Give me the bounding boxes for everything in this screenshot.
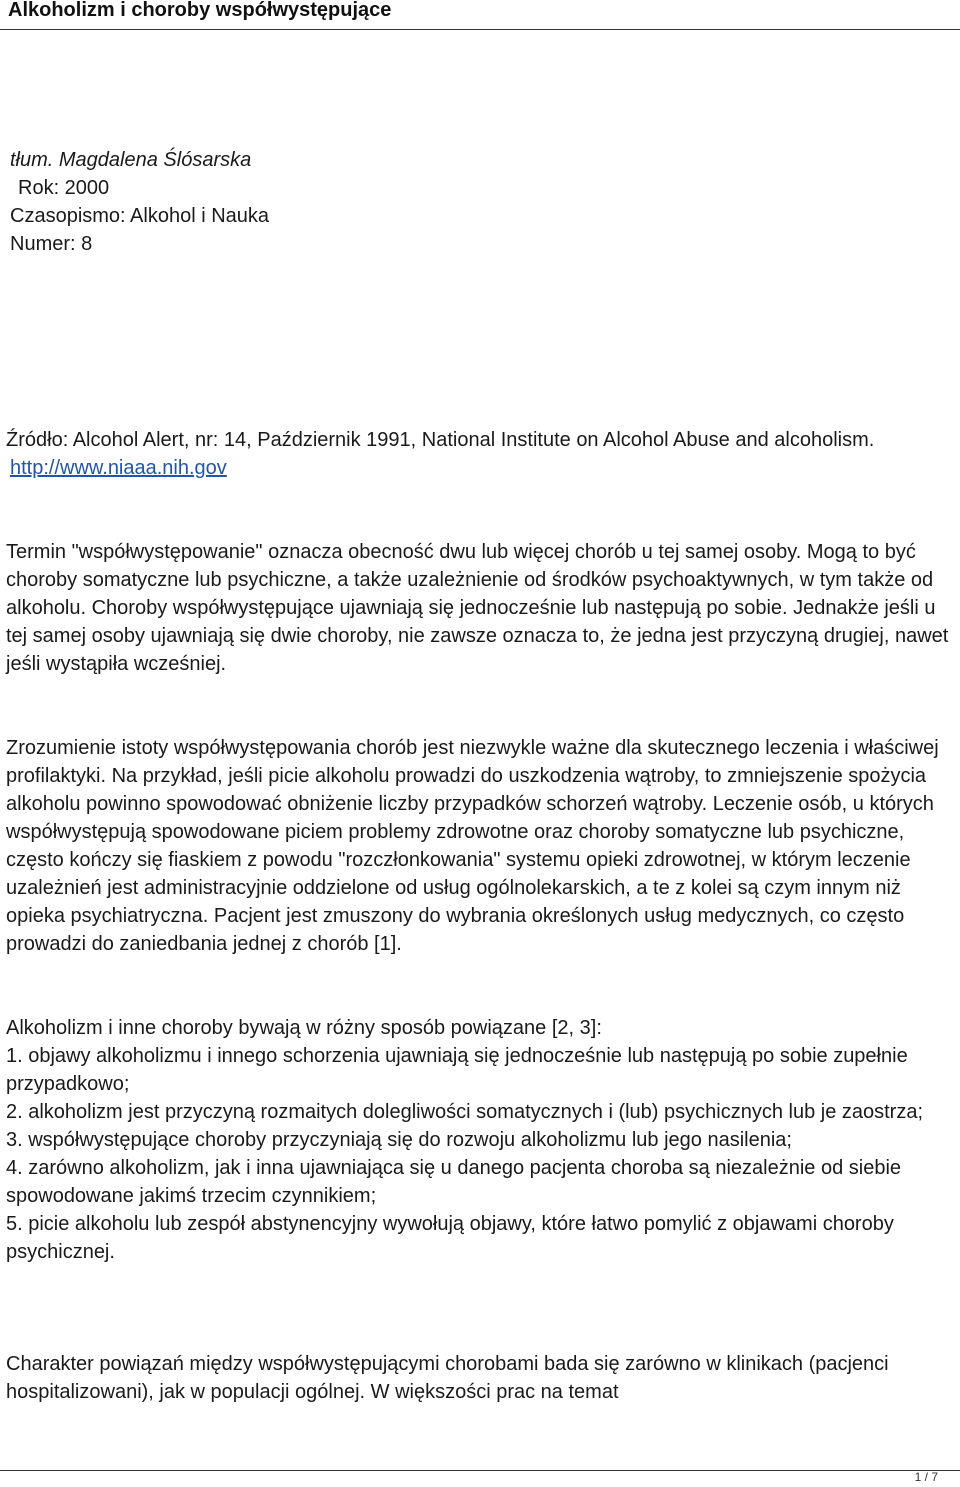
source-text: Źródło: Alcohol Alert, nr: 14, Październik 1991, National Institute on Alcohol Abuse and alcoholism. [6,429,875,451]
paragraph-definition: Termin "współwystępowanie" oznacza obecność dwu lub więcej chorób u tej samej osoby. Mogą to być choroby somatyczne lub psychiczne, a także uzależnienie od środków psychoaktywnych, w tym także od alkoholu. Choroby współwystępujące ujawniają się jednocześnie lub następują po sobie. Jednakże jeśli u tej samej osoby ujawniają się dwie choroby, nie zawsze oznacza to, że jedna jest przyczyną drugiej, nawet jeśli wystąpiła wcześniej. [6,541,949,675]
list-item: 5. picie alkoholu lub zespół abstynencyjny wywołują objawy, które łatwo pomylić z objawami choroby psychicznej. [6,1213,894,1263]
list-item: 1. objawy alkoholizmu i innego schorzenia ujawniają się jednocześnie lub następują po sobie zupełnie przypadkowo; [6,1045,908,1095]
list-intro: Alkoholizm i inne choroby bywają w różny sposób powiązane [2, 3]: [6,1017,602,1039]
source-link[interactable]: http://www.niaaa.nih.gov [10,457,227,479]
footer-divider [0,1470,960,1471]
list-item: 2. alkoholizm jest przyczyną rozmaitych dolegliwości somatycznych i (lub) psychicznych lub je zaostrza; [6,1101,924,1123]
source-block [6,426,956,482]
document-title: Alkoholizm i choroby współwystępujące [8,0,392,21]
list-item: 3. współwystępujące choroby przyczyniają się do rozwoju alkoholizmu lub jego nasilenia; [6,1129,792,1151]
translator-line: tłum. Magdalena Ślósarska [10,149,252,171]
page-number: 1 / 7 [914,1470,938,1484]
paragraph-research: Charakter powiązań między współwystępującymi chorobami bada się zarówno w klinikach (pacjenci hospitalizowani), jak w populacji ogólnej. W większości prac na temat [6,1353,889,1403]
year-line: Rok: 2000 [18,177,110,199]
list-item: 4. zarówno alkoholizm, jak i inna ujawniająca się u danego pacjenta choroba są niezależnie od siebie spowodowane jakimś trzecim czynnikiem; [6,1157,902,1207]
journal-line: Czasopismo: Alkohol i Nauka [10,205,270,227]
article-metadata [10,146,269,258]
issue-line: Numer: 8 [10,233,93,255]
relationship-list [6,1014,956,1266]
title-divider [0,29,960,30]
paragraph-importance: Zrozumienie istoty współwystępowania chorób jest niezwykle ważne dla skutecznego leczenia i właściwej profilaktyki. Na przykład, jeśli picie alkoholu prowadzi do uszkodzenia wątroby, to zmniejszenie spożycia alkoholu powinno spowodować obniżenie liczby przypadków schorzeń wątroby. Leczenie osób, u których współwystępują spowodowane piciem problemy zdrowotne oraz choroby somatyczne lub psychiczne, często kończy się fiaskiem z powodu "rozczłonkowania" systemu opieki zdrowotnej, w którym leczenie uzależnień jest administracyjnie oddzielone od usług ogólnolekarskich, a te z kolei są czym innym niż opieka psychiatryczna. Pacjent jest zmuszony do wybrania określonych usług medycznych, co często prowadzi do zaniedbania jednej z chorób [1]. [6,737,939,955]
